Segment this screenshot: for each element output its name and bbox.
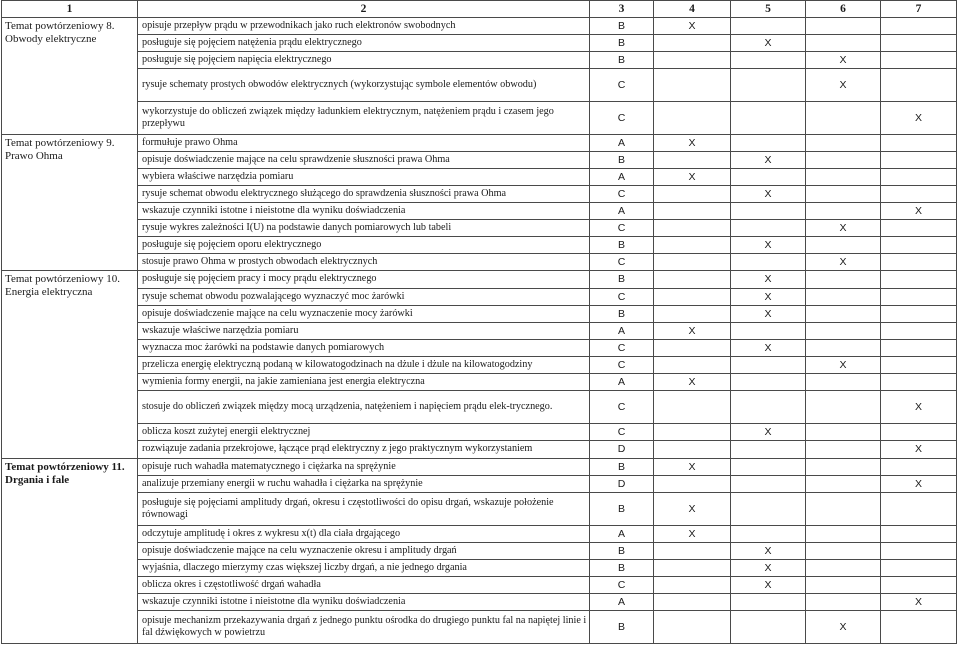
grade-mark-cell: [806, 102, 881, 135]
requirement-text: stosuje prawo Ohma w prostych obwodach elektrycznych: [138, 254, 590, 271]
requirement-level: B: [590, 493, 654, 526]
grade-mark-cell: [806, 289, 881, 306]
grade-mark-cell: X: [806, 254, 881, 271]
grade-mark-cell: [731, 18, 806, 35]
grade-mark-cell: [881, 237, 957, 254]
grade-mark-cell: [806, 526, 881, 543]
grade-mark-cell: X: [806, 52, 881, 69]
table-row: [2, 340, 957, 357]
requirement-level: C: [590, 357, 654, 374]
requirement-level: C: [590, 424, 654, 441]
grade-mark-cell: [806, 35, 881, 52]
requirement-text: opisuje przepływ prądu w przewodnikach jako ruch elektronów swobodnych: [138, 18, 590, 35]
table-row: [2, 611, 957, 644]
grade-mark-cell: [731, 220, 806, 237]
grade-mark-cell: [654, 289, 731, 306]
grade-mark-cell: X: [806, 220, 881, 237]
grade-mark-cell: [881, 340, 957, 357]
requirement-level: A: [590, 135, 654, 152]
grade-mark-cell: [881, 135, 957, 152]
table-row: [2, 577, 957, 594]
grade-mark-cell: [881, 52, 957, 69]
requirement-level: B: [590, 611, 654, 644]
grade-mark-cell: [881, 357, 957, 374]
grade-mark-cell: [731, 611, 806, 644]
grade-mark-cell: [881, 306, 957, 323]
table-row: [2, 374, 957, 391]
grade-mark-cell: X: [806, 357, 881, 374]
requirements-body: [2, 18, 957, 644]
table-row: [2, 69, 957, 102]
requirement-level: C: [590, 340, 654, 357]
grade-mark-cell: [654, 254, 731, 271]
grade-mark-cell: X: [731, 340, 806, 357]
table-row: [2, 543, 957, 560]
grade-mark-cell: [806, 271, 881, 289]
table-row: [2, 594, 957, 611]
requirement-level: B: [590, 237, 654, 254]
requirement-text: posługuje się pojęciem oporu elektrycznego: [138, 237, 590, 254]
table-row: [2, 186, 957, 203]
requirement-text: posługuje się pojęciem natężenia prądu elektrycznego: [138, 35, 590, 52]
grade-mark-cell: [881, 69, 957, 102]
grade-mark-cell: [654, 476, 731, 493]
grade-mark-cell: [806, 424, 881, 441]
grade-mark-cell: [806, 391, 881, 424]
requirement-level: C: [590, 577, 654, 594]
grade-mark-cell: [806, 340, 881, 357]
grade-mark-cell: [731, 476, 806, 493]
grade-mark-cell: [881, 186, 957, 203]
grade-mark-cell: [654, 271, 731, 289]
requirement-level: A: [590, 203, 654, 220]
grade-mark-cell: X: [731, 560, 806, 577]
grade-mark-cell: X: [654, 18, 731, 35]
requirement-text: posługuje się pojęciem pracy i mocy prądu elektrycznego: [138, 271, 590, 289]
grade-mark-cell: X: [731, 289, 806, 306]
grade-mark-cell: X: [806, 69, 881, 102]
requirement-level: A: [590, 526, 654, 543]
grade-mark-cell: [881, 543, 957, 560]
grade-mark-cell: [654, 237, 731, 254]
requirement-text: formułuje prawo Ohma: [138, 135, 590, 152]
grade-mark-cell: X: [731, 577, 806, 594]
grade-mark-cell: [654, 186, 731, 203]
grade-mark-cell: [806, 374, 881, 391]
requirement-level: B: [590, 18, 654, 35]
grade-mark-cell: [731, 493, 806, 526]
grade-mark-cell: X: [654, 459, 731, 476]
grade-mark-cell: [654, 69, 731, 102]
grade-mark-cell: [806, 476, 881, 493]
requirement-level: A: [590, 374, 654, 391]
table-row: [2, 169, 957, 186]
grade-mark-cell: [731, 391, 806, 424]
section-topic: Temat powtórzeniowy 11. Drgania i fale: [2, 459, 138, 644]
grade-mark-cell: [654, 577, 731, 594]
grade-mark-cell: X: [654, 135, 731, 152]
grade-mark-cell: [654, 102, 731, 135]
grade-mark-cell: [881, 169, 957, 186]
requirement-level: A: [590, 323, 654, 340]
table-row: [2, 357, 957, 374]
table-row: [2, 152, 957, 169]
grade-mark-cell: [654, 611, 731, 644]
requirement-text: opisuje doświadczenie mające na celu wyznaczenie mocy żarówki: [138, 306, 590, 323]
grade-mark-cell: [654, 220, 731, 237]
grade-mark-cell: [731, 323, 806, 340]
table-row: [2, 135, 957, 152]
table-row: [2, 254, 957, 271]
requirement-text: opisuje mechanizm przekazywania drgań z jednego punktu ośrodka do drugiego punktu fal na napiętej linie i fal dźwiękowych w powietrzu: [138, 611, 590, 644]
grade-mark-cell: [881, 35, 957, 52]
table-row: [2, 18, 957, 35]
requirement-text: wskazuje czynniki istotne i nieistotne dla wyniku doświadczenia: [138, 594, 590, 611]
grade-mark-cell: [654, 357, 731, 374]
grade-mark-cell: [731, 169, 806, 186]
requirement-level: D: [590, 476, 654, 493]
grade-mark-cell: X: [806, 611, 881, 644]
requirement-level: C: [590, 220, 654, 237]
grade-mark-cell: [806, 459, 881, 476]
requirement-level: A: [590, 594, 654, 611]
requirement-level: C: [590, 391, 654, 424]
grade-mark-cell: [806, 237, 881, 254]
grade-mark-cell: [881, 323, 957, 340]
grade-mark-cell: [654, 306, 731, 323]
table-row: [2, 102, 957, 135]
grade-mark-cell: X: [654, 493, 731, 526]
grade-mark-cell: [806, 493, 881, 526]
grade-mark-cell: [654, 340, 731, 357]
grade-mark-cell: [881, 254, 957, 271]
requirements-table: [1, 0, 957, 644]
requirement-level: D: [590, 441, 654, 459]
grade-mark-cell: [654, 203, 731, 220]
grade-mark-cell: [731, 459, 806, 476]
grade-mark-cell: [731, 594, 806, 611]
requirement-text: wykorzystuje do obliczeń związek między ładunkiem elektrycznym, natężeniem prądu i czasem jego przepływu: [138, 102, 590, 135]
requirement-text: wskazuje właściwe narzędzia pomiaru: [138, 323, 590, 340]
grade-mark-cell: X: [881, 102, 957, 135]
grade-mark-cell: [881, 271, 957, 289]
requirement-text: wskazuje czynniki istotne i nieistotne dla wyniku doświadczenia: [138, 203, 590, 220]
grade-mark-cell: [881, 560, 957, 577]
requirement-level: B: [590, 560, 654, 577]
column-header: 5: [731, 1, 806, 18]
requirement-level: B: [590, 306, 654, 323]
grade-mark-cell: X: [731, 306, 806, 323]
column-header: 7: [881, 1, 957, 18]
column-header: 3: [590, 1, 654, 18]
requirement-text: rysuje schematy prostych obwodów elektrycznych (wykorzystując symbole elementów obwodu): [138, 69, 590, 102]
grade-mark-cell: X: [881, 203, 957, 220]
grade-mark-cell: [881, 577, 957, 594]
grade-mark-cell: [654, 441, 731, 459]
grade-mark-cell: [731, 52, 806, 69]
grade-mark-cell: X: [654, 374, 731, 391]
requirement-text: analizuje przemiany energii w ruchu wahadła i ciężarka na sprężynie: [138, 476, 590, 493]
grade-mark-cell: [654, 424, 731, 441]
column-header: 2: [138, 1, 590, 18]
grade-mark-cell: [731, 69, 806, 102]
column-header: 4: [654, 1, 731, 18]
requirement-level: B: [590, 52, 654, 69]
table-row: [2, 526, 957, 543]
grade-mark-cell: X: [881, 476, 957, 493]
grade-mark-cell: [881, 374, 957, 391]
grade-mark-cell: [654, 391, 731, 424]
grade-mark-cell: [654, 543, 731, 560]
grade-mark-cell: [881, 459, 957, 476]
grade-mark-cell: X: [881, 441, 957, 459]
grade-mark-cell: X: [881, 391, 957, 424]
grade-mark-cell: X: [881, 594, 957, 611]
grade-mark-cell: X: [731, 424, 806, 441]
table-row: [2, 476, 957, 493]
requirement-level: B: [590, 35, 654, 52]
requirement-text: stosuje do obliczeń związek między mocą urządzenia, natężeniem i napięciem prądu elek-trycznego.: [138, 391, 590, 424]
requirement-level: B: [590, 459, 654, 476]
requirement-text: opisuje ruch wahadła matematycznego i ciężarka na sprężynie: [138, 459, 590, 476]
requirement-level: B: [590, 543, 654, 560]
grade-mark-cell: [881, 152, 957, 169]
grade-mark-cell: [731, 254, 806, 271]
grade-mark-cell: X: [731, 35, 806, 52]
section-topic: Temat powtórzeniowy 10. Energia elektryczna: [2, 271, 138, 459]
grade-mark-cell: [654, 560, 731, 577]
grade-mark-cell: [806, 186, 881, 203]
requirement-level: B: [590, 152, 654, 169]
table-row: [2, 424, 957, 441]
grade-mark-cell: [806, 441, 881, 459]
table-row: [2, 220, 957, 237]
table-row: [2, 306, 957, 323]
section-topic: Temat powtórzeniowy 8. Obwody elektryczne: [2, 18, 138, 135]
requirement-text: przelicza energię elektryczną podaną w kilowatogodzinach na dżule i dżule na kilowatogodziny: [138, 357, 590, 374]
grade-mark-cell: [806, 543, 881, 560]
table-row: [2, 289, 957, 306]
grade-mark-cell: X: [654, 323, 731, 340]
column-header: 1: [2, 1, 138, 18]
grade-mark-cell: X: [654, 169, 731, 186]
grade-mark-cell: [881, 424, 957, 441]
requirement-text: rysuje schemat obwodu pozwalającego wyznaczyć moc żarówki: [138, 289, 590, 306]
grade-mark-cell: [654, 52, 731, 69]
grade-mark-cell: [806, 323, 881, 340]
requirement-text: oblicza koszt zużytej energii elektrycznej: [138, 424, 590, 441]
grade-mark-cell: [881, 220, 957, 237]
requirement-text: opisuje doświadczenie mające na celu sprawdzenie słuszności prawa Ohma: [138, 152, 590, 169]
requirement-text: odczytuje amplitudę i okres z wykresu x(t) dla ciała drgającego: [138, 526, 590, 543]
grade-mark-cell: X: [731, 271, 806, 289]
requirement-text: wymienia formy energii, na jakie zamieniana jest energia elektryczna: [138, 374, 590, 391]
requirement-text: wyznacza moc żarówki na podstawie danych pomiarowych: [138, 340, 590, 357]
grade-mark-cell: [881, 493, 957, 526]
grade-mark-cell: [731, 135, 806, 152]
grade-mark-cell: [654, 152, 731, 169]
grade-mark-cell: [881, 526, 957, 543]
table-row: [2, 237, 957, 254]
grade-mark-cell: [806, 577, 881, 594]
grade-mark-cell: [806, 135, 881, 152]
requirement-text: rysuje wykres zależności I(U) na podstawie danych pomiarowych lub tabeli: [138, 220, 590, 237]
requirement-level: C: [590, 69, 654, 102]
table-row: [2, 271, 957, 289]
grade-mark-cell: [806, 18, 881, 35]
grade-mark-cell: [881, 289, 957, 306]
grade-mark-cell: [731, 357, 806, 374]
table-row: [2, 459, 957, 476]
table-row: [2, 391, 957, 424]
requirement-level: C: [590, 254, 654, 271]
table-row: [2, 323, 957, 340]
grade-mark-cell: X: [731, 237, 806, 254]
grade-mark-cell: X: [731, 186, 806, 203]
requirement-text: rysuje schemat obwodu elektrycznego służącego do sprawdzenia słuszności prawa Ohma: [138, 186, 590, 203]
grade-mark-cell: [654, 35, 731, 52]
requirement-level: B: [590, 271, 654, 289]
grade-mark-cell: X: [731, 543, 806, 560]
grade-mark-cell: [881, 611, 957, 644]
requirement-text: posługuje się pojęciami amplitudy drgań, okresu i częstotliwości do opisu drgań, wskazuje położenie równowagi: [138, 493, 590, 526]
grade-mark-cell: [806, 594, 881, 611]
table-row: [2, 35, 957, 52]
table-row: [2, 493, 957, 526]
grade-mark-cell: [731, 526, 806, 543]
requirement-level: C: [590, 186, 654, 203]
grade-mark-cell: [806, 152, 881, 169]
requirement-level: C: [590, 289, 654, 306]
requirement-text: oblicza okres i częstotliwość drgań wahadła: [138, 577, 590, 594]
requirement-level: A: [590, 169, 654, 186]
grade-mark-cell: [731, 441, 806, 459]
grade-mark-cell: X: [731, 152, 806, 169]
section-topic: Temat powtórzeniowy 9. Prawo Ohma: [2, 135, 138, 271]
requirement-level: C: [590, 102, 654, 135]
requirement-text: posługuje się pojęciem napięcia elektrycznego: [138, 52, 590, 69]
table-row: [2, 203, 957, 220]
grade-mark-cell: [806, 560, 881, 577]
table-row: [2, 560, 957, 577]
table-row: [2, 441, 957, 459]
grade-mark-cell: [654, 594, 731, 611]
grade-mark-cell: [731, 102, 806, 135]
column-header: 6: [806, 1, 881, 18]
grade-mark-cell: [806, 169, 881, 186]
grade-mark-cell: X: [654, 526, 731, 543]
grade-mark-cell: [881, 18, 957, 35]
grade-mark-cell: [731, 203, 806, 220]
column-header-row: [2, 1, 957, 18]
requirement-text: wybiera właściwe narzędzia pomiaru: [138, 169, 590, 186]
table-row: [2, 52, 957, 69]
grade-mark-cell: [806, 203, 881, 220]
requirement-text: wyjaśnia, dlaczego mierzymy czas większej liczby drgań, a nie jednego drgania: [138, 560, 590, 577]
grade-mark-cell: [806, 306, 881, 323]
requirement-text: opisuje doświadczenie mające na celu wyznaczenie okresu i amplitudy drgań: [138, 543, 590, 560]
requirement-text: rozwiązuje zadania przekrojowe, łączące prąd elektryczny z jego praktycznym wykorzystaniem: [138, 441, 590, 459]
grade-mark-cell: [731, 374, 806, 391]
